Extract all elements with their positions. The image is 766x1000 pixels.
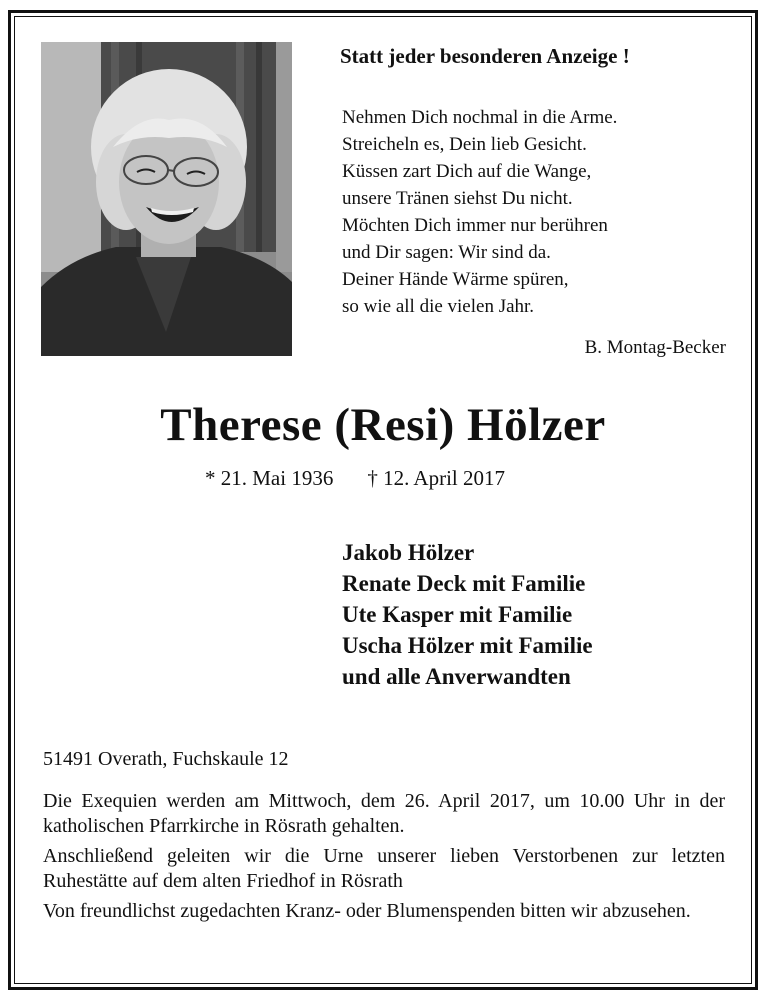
burial-text: Anschließend geleiten wir die Urne unserer lieben Verstorbenen zur letzten Ruhestätte auf dem alten Friedhof in Rösrath — [43, 845, 725, 892]
mourner-item: Ute Kasper mit Familie — [342, 602, 573, 627]
funeral-service-text: Die Exequien werden am Mittwoch, dem 26. April 2017, um 10.00 Uhr in der katholischen Pfarrkirche in Rösrath gehalten. — [43, 790, 725, 837]
poem — [342, 104, 617, 320]
poem-line: Deiner Hände Wärme spüren, — [342, 269, 569, 290]
poem-line: Küssen zart Dich auf die Wange, — [342, 161, 592, 182]
death-date: † 12. April 2017 — [367, 466, 505, 490]
deceased-name: Therese (Resi) Hölzer — [160, 399, 606, 451]
life-dates — [205, 466, 505, 491]
poem-line: unsere Tränen siehst Du nicht. — [342, 188, 573, 209]
funeral-info — [43, 789, 725, 929]
mourner-item: und alle Anverwandten — [342, 664, 571, 689]
poem-line: Nehmen Dich nochmal in die Arme. — [342, 107, 618, 128]
family-address: 51491 Overath, Fuchskaule 12 — [43, 748, 289, 770]
portrait-photo — [41, 42, 292, 356]
mourner-item: Uscha Hölzer mit Familie — [342, 633, 593, 658]
announcement-heading: Statt jeder besonderen Anzeige ! — [340, 44, 630, 68]
flowers-request-text: Von freundlichst zugedachten Kranz- oder Blumenspenden bitten wir abzusehen. — [43, 900, 691, 922]
poem-line: so wie all die vielen Jahr. — [342, 296, 535, 317]
poem-author: B. Montag-Becker — [584, 337, 726, 358]
mourners-list — [342, 537, 593, 692]
poem-line: und Dir sagen: Wir sind da. — [342, 242, 551, 263]
mourner-item: Jakob Hölzer — [342, 540, 475, 565]
poem-line: Streicheln es, Dein lieb Gesicht. — [342, 134, 587, 155]
mourner-item: Renate Deck mit Familie — [342, 571, 586, 596]
poem-line: Möchten Dich immer nur berühren — [342, 215, 608, 236]
birth-date: * 21. Mai 1936 — [205, 466, 334, 490]
